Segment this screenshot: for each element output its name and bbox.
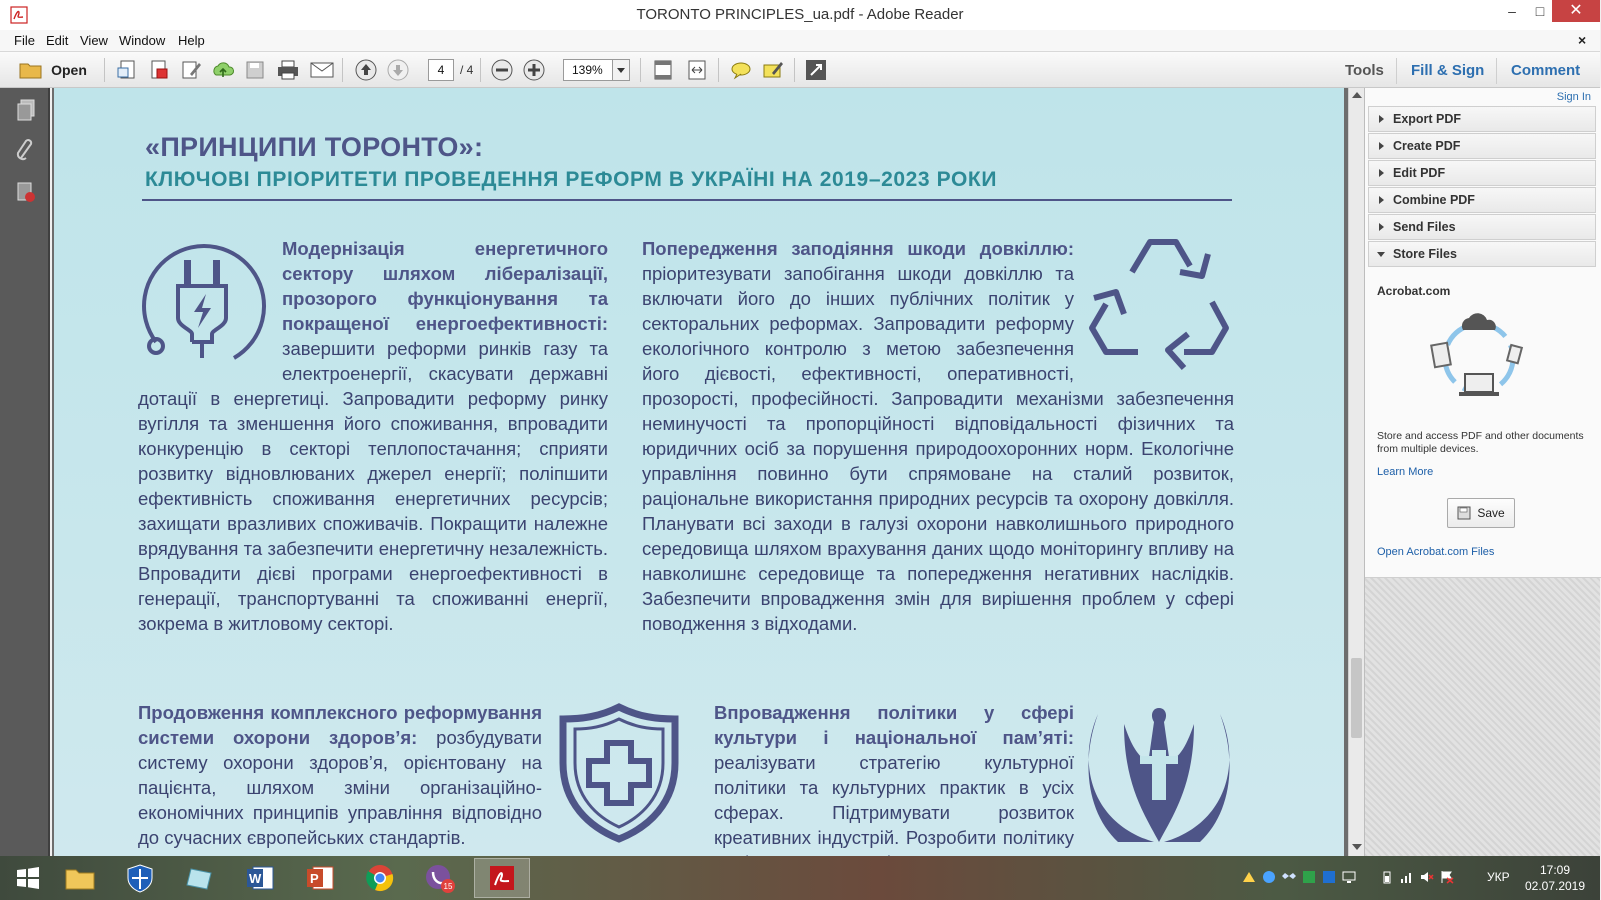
page-number-input[interactable]: 4 xyxy=(428,59,454,81)
maximize-button[interactable]: □ xyxy=(1535,3,1545,19)
section-culture-heading: Впровадження політики у сфері культури і національної пам’яті: xyxy=(714,702,1074,748)
shield-icon xyxy=(126,863,154,893)
taskbar-word[interactable] xyxy=(232,858,288,898)
taskbar-chrome[interactable] xyxy=(352,858,408,898)
toolbar xyxy=(0,52,1600,88)
memorial-icon xyxy=(1084,704,1234,844)
scrollbar-thumb[interactable] xyxy=(1351,658,1362,738)
panel-create-pdf[interactable]: Create PDF xyxy=(1368,133,1596,159)
full-screen-button[interactable] xyxy=(802,57,830,83)
floppy-disk-icon xyxy=(245,60,265,80)
tray-dropbox-icon[interactable] xyxy=(1282,870,1296,884)
sign-in-link[interactable]: Sign In xyxy=(1556,91,1591,103)
create-pdf-icon xyxy=(116,59,138,81)
section-healthcare-heading: Продовження комплексного реформування системи охорони здоров’я: xyxy=(138,702,542,748)
printer-icon xyxy=(276,59,300,81)
acrobat-com-description: Store and access PDF and other documents from multiple devices. xyxy=(1377,430,1584,455)
shield-cross-icon xyxy=(559,703,679,843)
window-title: TORONTO PRINCIPLES_ua.pdf - Adobe Reader xyxy=(636,6,964,23)
toolbar-separator xyxy=(718,58,719,82)
tab-separator xyxy=(1396,58,1397,84)
edit-button[interactable] xyxy=(178,57,204,83)
folder-icon xyxy=(19,60,43,80)
cloud-upload-icon xyxy=(211,59,235,81)
windows-taskbar xyxy=(0,856,1600,900)
section-environment xyxy=(642,236,1234,636)
viber-icon xyxy=(424,862,456,894)
edit-document-icon xyxy=(180,59,202,81)
tray-flag-icon[interactable] xyxy=(1440,870,1454,884)
signatures-icon[interactable] xyxy=(15,180,37,204)
clock-date: 02.07.2019 xyxy=(1524,879,1586,893)
attachments-paperclip-icon[interactable] xyxy=(15,138,37,162)
notepad-icon xyxy=(185,865,215,891)
tray-volume-muted-icon[interactable] xyxy=(1420,870,1434,884)
menu-view[interactable]: View xyxy=(80,33,108,48)
menu-file[interactable]: File xyxy=(14,33,35,48)
document-title: «ПРИНЦИПИ ТОРОНТО»: xyxy=(145,132,484,162)
tab-separator xyxy=(1496,58,1497,84)
scroll-up-arrow[interactable] xyxy=(1352,92,1362,98)
minimize-button[interactable]: – xyxy=(1508,3,1516,19)
taskbar-security-app[interactable] xyxy=(112,858,168,898)
keyboard-language[interactable]: УКР xyxy=(1487,870,1510,884)
document-subtitle: КЛЮЧОВІ ПРІОРИТЕТИ ПРОВЕДЕННЯ РЕФОРМ В УКРАЇНІ НА 2019–2023 РОКИ xyxy=(145,168,998,191)
scroll-down-arrow[interactable] xyxy=(1352,844,1362,850)
minus-icon xyxy=(491,59,513,81)
start-button[interactable] xyxy=(0,858,56,898)
zoom-level-input[interactable]: 139% xyxy=(563,59,613,81)
tray-monitor-icon[interactable] xyxy=(1342,870,1356,884)
document-viewport[interactable] xyxy=(52,88,1348,856)
panel-export-pdf[interactable]: Export PDF xyxy=(1368,106,1596,132)
plus-icon xyxy=(523,59,545,81)
zoom-out-button[interactable] xyxy=(488,57,516,83)
clock-time: 17:09 xyxy=(1539,863,1571,877)
tab-fill-sign[interactable]: Fill & Sign xyxy=(1411,62,1485,79)
arrow-up-icon xyxy=(355,59,377,81)
page-total: / 4 xyxy=(460,63,474,77)
taskbar-notes-app[interactable] xyxy=(172,858,228,898)
pdf-convert-icon xyxy=(148,59,170,81)
section-environment-heading: Попередження заподіяння шкоди довкіллю: xyxy=(642,238,1074,259)
tray-wifi-icon[interactable] xyxy=(1400,870,1414,884)
previous-page-button[interactable] xyxy=(352,57,380,83)
save-disk-icon xyxy=(1457,506,1471,520)
svg-text:W: W xyxy=(249,871,262,886)
toolbar-separator xyxy=(640,58,641,82)
toolbar-separator xyxy=(342,58,343,82)
toolbar-separator xyxy=(794,58,795,82)
adobe-reader-icon xyxy=(488,864,516,892)
viber-badge: 15 xyxy=(443,882,453,891)
close-window-button[interactable]: ✕ xyxy=(1552,0,1600,22)
acrobat-com-title: Acrobat.com xyxy=(1377,284,1451,298)
powerpoint-icon xyxy=(305,864,335,892)
upload-cloud-button[interactable] xyxy=(210,57,236,83)
icon-spacer xyxy=(1074,236,1234,384)
store-save-button[interactable] xyxy=(1447,498,1515,528)
fit-page-button[interactable] xyxy=(650,57,676,83)
tab-comment[interactable]: Comment xyxy=(1511,62,1581,79)
section-healthcare xyxy=(138,700,542,850)
panel-edit-pdf[interactable]: Edit PDF xyxy=(1368,160,1596,186)
section-energy-body: завершити реформи ринків газу та електроенергії, скасувати державні дотації в енергетиці. Запровадити реформу ринку вугілля та зменшення його споживання, впровадити конкуренцію в секторі теплопостачання; сприяти розвитку відновлюваних джерел енергії; поліпшити ефективність споживання енергетичних ресурсів; захищати вразливих споживачів. Покращити належне врядування та забезпечити енергетичну незалежність. Впровадити дієві програми енергоефективності в генерації, транспортуванні та споживанні енергії, зокрема в житловому секторі. xyxy=(138,338,608,634)
tab-tools[interactable]: Tools xyxy=(1345,62,1384,79)
menu-window[interactable]: Window xyxy=(119,33,166,48)
title-bar xyxy=(0,0,1600,30)
open-acrobat-files-link[interactable]: Open Acrobat.com Files xyxy=(1377,546,1495,558)
taskbar-adobe-reader[interactable] xyxy=(474,858,530,898)
panel-combine-pdf[interactable]: Combine PDF xyxy=(1368,187,1596,213)
arrow-down-icon xyxy=(387,59,409,81)
menu-help[interactable]: Help xyxy=(178,33,205,48)
tools-panel xyxy=(1364,88,1600,856)
navigation-pane xyxy=(0,88,50,856)
fit-width-icon xyxy=(687,59,707,81)
page-thumbnails-icon[interactable] xyxy=(15,98,37,122)
svg-text:P: P xyxy=(310,871,319,886)
taskbar-powerpoint[interactable] xyxy=(292,858,348,898)
chrome-icon xyxy=(365,863,395,893)
zoom-in-button[interactable] xyxy=(520,57,548,83)
highlight-button[interactable] xyxy=(760,57,786,83)
windows-logo-icon xyxy=(15,865,41,891)
print-button[interactable] xyxy=(274,57,302,83)
expand-icon xyxy=(805,59,827,81)
pdf-page xyxy=(54,88,1344,856)
fit-width-button[interactable] xyxy=(684,57,710,83)
section-healthcare-body: розбудувати систему охорони здоров’я, орієнтовану на пацієнта, шляхом зміни організаційно-економічних принципів управління відповідно до сучасних європейських стандартів. xyxy=(138,727,542,848)
vertical-scrollbar[interactable] xyxy=(1348,88,1364,856)
menu-bar xyxy=(0,30,1600,52)
section-culture-body: реалізувати стратегію культурної політики та культурних практик в усіх сферах. Підтримувати розвиток креативних індустрій. Розробити політику xyxy=(714,752,1074,848)
tools-panel-content xyxy=(1365,88,1601,578)
toolbar-separator xyxy=(480,58,481,82)
envelope-icon xyxy=(310,61,334,79)
zoom-dropdown-button[interactable] xyxy=(612,59,630,81)
word-icon xyxy=(245,864,275,892)
save-label: Save xyxy=(1477,506,1505,520)
comment-note-button[interactable] xyxy=(728,57,754,83)
fit-page-icon xyxy=(653,59,673,81)
open-label: Open xyxy=(51,62,87,78)
section-culture xyxy=(714,700,1074,875)
open-button[interactable] xyxy=(16,57,90,83)
tray-battery-icon[interactable] xyxy=(1380,870,1394,884)
panel-store-files[interactable]: Store Files xyxy=(1368,241,1596,267)
panel-send-files[interactable]: Send Files xyxy=(1368,214,1596,240)
menu-edit[interactable]: Edit xyxy=(46,33,69,48)
learn-more-link[interactable]: Learn More xyxy=(1377,466,1434,478)
cloud-devices-icon xyxy=(1429,308,1529,404)
taskbar-file-explorer[interactable] xyxy=(52,858,108,898)
convert-pdf-button[interactable] xyxy=(146,57,172,83)
folder-icon xyxy=(64,864,96,892)
tray-network-icon[interactable] xyxy=(1242,870,1256,884)
section-energy xyxy=(138,236,608,636)
tray-app-icon[interactable] xyxy=(1262,870,1276,884)
icon-spacer xyxy=(138,236,282,364)
taskbar-viber[interactable] xyxy=(412,858,468,898)
section-environment-body: пріоритезувати запобігання шкоди довкіллю та включати його до інших публічних політик у секторальних реформах. Запровадити реформу екологічного контролю з метою забезпечення його дієвості, ефективності, оперативності, прозорості, професійності. Запровадити механізми забезпечення неминучості та пропорційності відповідальності фізичних та юридичних осіб за порушення природоохоронних норм. Екологічне управління повинно бути спрямоване на сталий розвиток, раціональне використання природних ресурсів та охорону довкілля. Планувати всі заходи в галузі охорони навколишнього природного середовища шляхом врахування даних щодо моніторингу впливу на навколишнє середовище та попередження негативних наслідків. Забезпечити впровадження змін для вирішення проблем у сфері поводження з відходами. xyxy=(642,263,1234,634)
highlighter-icon xyxy=(762,59,784,81)
create-pdf-button[interactable] xyxy=(114,57,140,83)
title-divider xyxy=(142,199,1232,201)
tray-blue-app-icon[interactable] xyxy=(1322,870,1336,884)
speech-bubble-icon xyxy=(730,60,752,80)
section-energy-heading: Модернізація енергетичного сектору шляхом лібералізації, прозорого функціонування та покращеної енергоефективності: xyxy=(282,238,608,334)
tray-green-app-icon[interactable] xyxy=(1302,870,1316,884)
save-button[interactable] xyxy=(242,57,268,83)
email-button[interactable] xyxy=(308,57,336,83)
toolbar-separator xyxy=(104,58,105,82)
taskbar-clock[interactable] xyxy=(1520,862,1590,894)
next-page-button[interactable] xyxy=(384,57,412,83)
close-document-button[interactable]: × xyxy=(1578,32,1587,48)
